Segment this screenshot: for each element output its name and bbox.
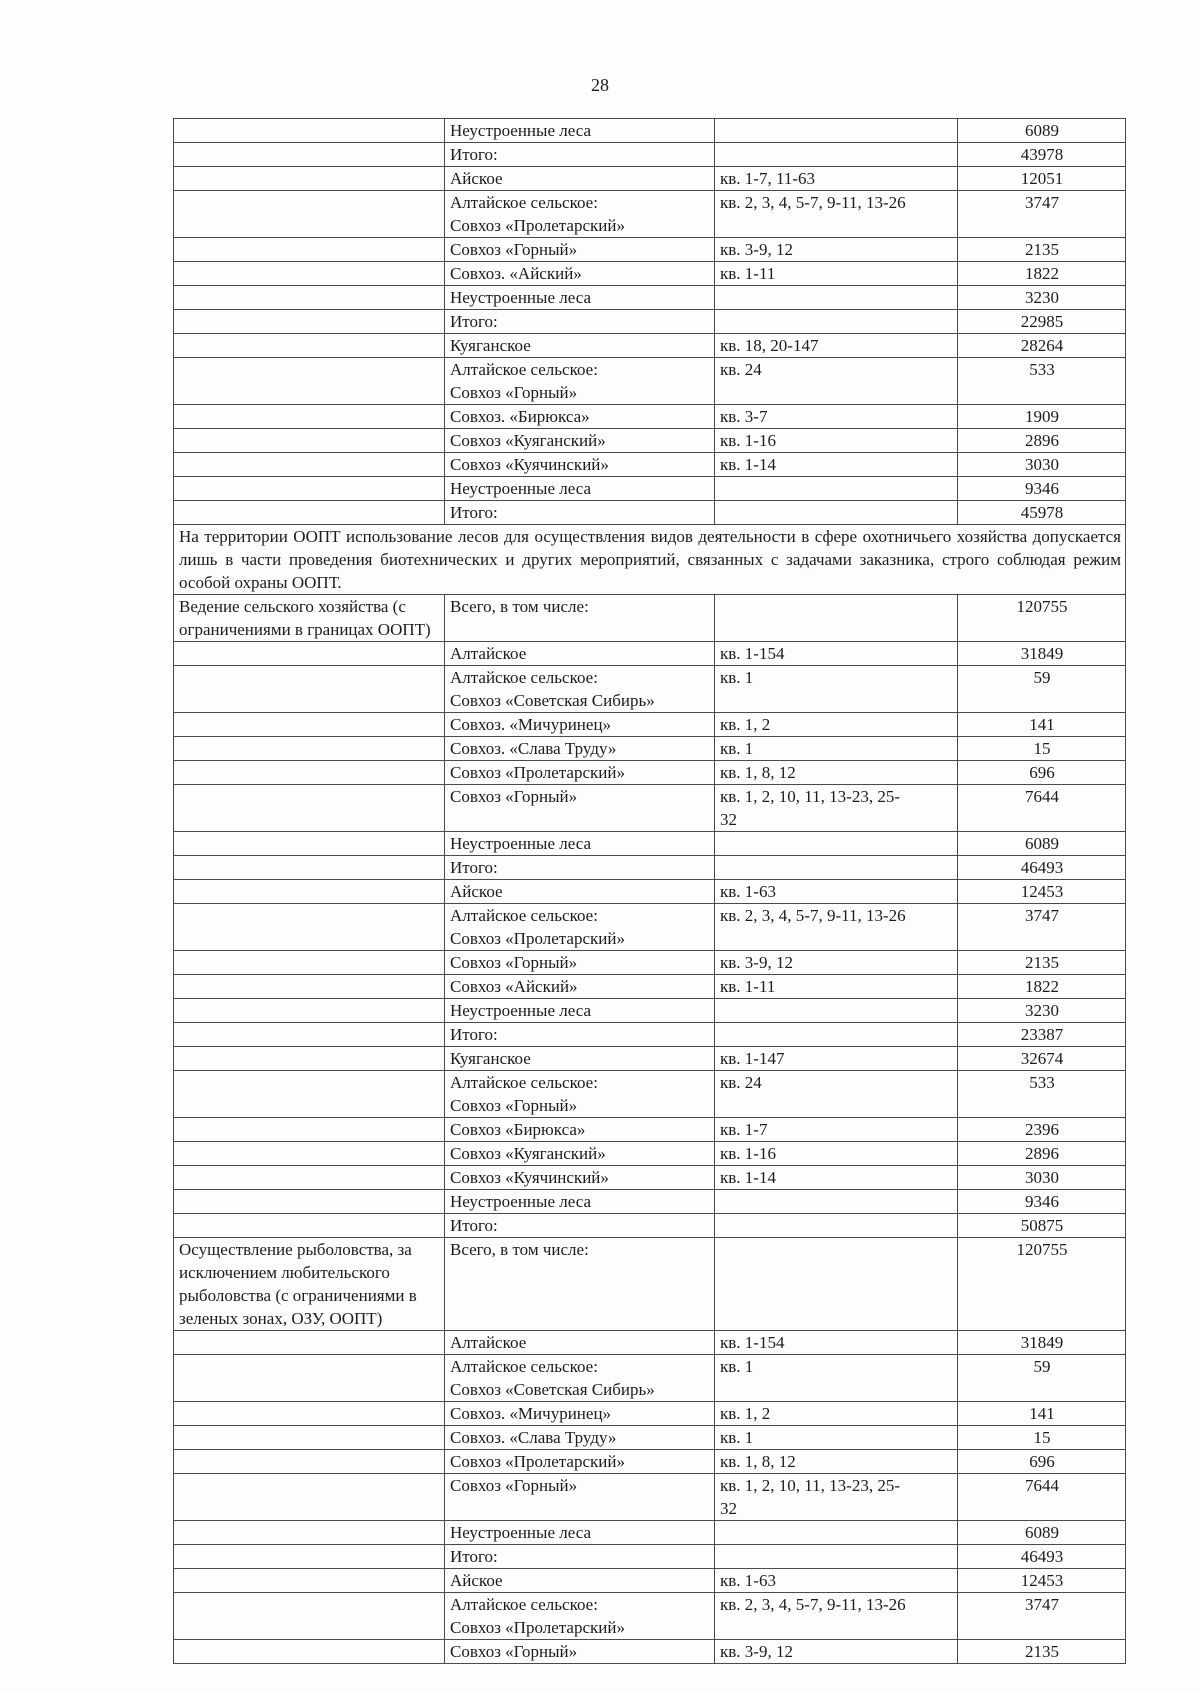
- table-row: [174, 975, 1126, 999]
- forestry-name-cell: Всего, в том числе:: [445, 1238, 715, 1331]
- forestry-name-cell: Итого:: [445, 310, 715, 334]
- area-cell: 141: [958, 713, 1126, 737]
- area-cell: 22985: [958, 310, 1126, 334]
- area-cell: 1822: [958, 262, 1126, 286]
- area-cell: 2135: [958, 1640, 1126, 1664]
- quarters-cell: [715, 595, 958, 642]
- activity-cell: Осуществление рыболовства, за исключением любительского рыболовства (с ограничениями в зеленых зонах, ОЗУ, ООПТ): [174, 1238, 445, 1331]
- activity-cell-continued: [174, 904, 445, 951]
- forestry-name-cell: Совхоз «Куяганский»: [445, 1142, 715, 1166]
- activity-cell: Ведение сельского хозяйства (с ограничениями в границах ООПТ): [174, 595, 445, 642]
- table-row: [174, 713, 1126, 737]
- quarters-cell: кв. 1-11: [715, 262, 958, 286]
- forestry-name-cell: Алтайское сельское: Совхоз «Советская Сибирь»: [445, 1355, 715, 1402]
- quarters-cell: кв. 1, 2: [715, 713, 958, 737]
- forestry-name-cell: Алтайское: [445, 642, 715, 666]
- table-row: [174, 143, 1126, 167]
- quarters-cell: кв. 1-154: [715, 1331, 958, 1355]
- table-row: [174, 1166, 1126, 1190]
- activity-cell-continued: [174, 286, 445, 310]
- forestry-name-cell: Совхоз «Горный»: [445, 1474, 715, 1521]
- activity-cell-continued: [174, 1142, 445, 1166]
- area-cell: 12453: [958, 1569, 1126, 1593]
- area-cell: 7644: [958, 1474, 1126, 1521]
- activity-cell-continued: [174, 1545, 445, 1569]
- forestry-name-cell: Совхоз. «Слава Труду»: [445, 1426, 715, 1450]
- activity-cell-continued: [174, 477, 445, 501]
- table-row: [174, 880, 1126, 904]
- area-cell: 12051: [958, 167, 1126, 191]
- table-row: [174, 191, 1126, 238]
- activity-cell-continued: [174, 1593, 445, 1640]
- note-text: На территории ООПТ использование лесов для осуществления видов деятельности в сфере охотничьего хозяйства допускается лишь в части проведения биотехнических и других мероприятий, связанных с задачами заказника, строго соблюдая режим особой охраны ООПТ.: [174, 525, 1126, 595]
- quarters-cell: кв. 3-9, 12: [715, 951, 958, 975]
- page-number: 28: [591, 75, 609, 95]
- table-row: [174, 453, 1126, 477]
- table-row: [174, 1640, 1126, 1664]
- quarters-cell: кв. 1-14: [715, 1166, 958, 1190]
- activity-cell-continued: [174, 501, 445, 525]
- forestry-name-cell: Совхоз. «Мичуринец»: [445, 713, 715, 737]
- quarters-cell: кв. 2, 3, 4, 5-7, 9-11, 13-26: [715, 191, 958, 238]
- quarters-cell: кв. 1-7, 11-63: [715, 167, 958, 191]
- forestry-name-cell: Совхоз. «Мичуринец»: [445, 1402, 715, 1426]
- activity-cell-continued: [174, 1569, 445, 1593]
- table-row: [174, 1474, 1126, 1521]
- area-cell: 15: [958, 1426, 1126, 1450]
- area-cell: 120755: [958, 1238, 1126, 1331]
- area-cell: 696: [958, 761, 1126, 785]
- quarters-cell: кв. 1-7: [715, 1118, 958, 1142]
- table-row: [174, 951, 1126, 975]
- quarters-cell: кв. 18, 20-147: [715, 334, 958, 358]
- table-row: [174, 405, 1126, 429]
- forestry-name-cell: Итого:: [445, 143, 715, 167]
- area-cell: 59: [958, 666, 1126, 713]
- quarters-cell: кв. 1-154: [715, 642, 958, 666]
- area-cell: 31849: [958, 1331, 1126, 1355]
- quarters-cell: кв. 1: [715, 1355, 958, 1402]
- forestry-name-cell: Совхоз. «Слава Труду»: [445, 737, 715, 761]
- table-row: [174, 1521, 1126, 1545]
- quarters-cell: кв. 1-63: [715, 880, 958, 904]
- quarters-cell: кв. 1-11: [715, 975, 958, 999]
- forestry-name-cell: Неустроенные леса: [445, 1521, 715, 1545]
- quarters-cell: кв. 1-14: [715, 453, 958, 477]
- area-cell: 3747: [958, 1593, 1126, 1640]
- forest-use-table: [173, 118, 1126, 1664]
- forestry-name-cell: Совхоз «Айский»: [445, 975, 715, 999]
- quarters-cell: [715, 832, 958, 856]
- activity-cell-continued: [174, 1047, 445, 1071]
- quarters-cell: [715, 119, 958, 143]
- area-cell: 6089: [958, 1521, 1126, 1545]
- table-row: [174, 1142, 1126, 1166]
- activity-cell-continued: [174, 951, 445, 975]
- table-row: [174, 358, 1126, 405]
- table-row: [174, 310, 1126, 334]
- forestry-name-cell: Совхоз «Бирюкса»: [445, 1118, 715, 1142]
- quarters-cell: [715, 1238, 958, 1331]
- table-row: [174, 1238, 1126, 1331]
- forestry-name-cell: Неустроенные леса: [445, 286, 715, 310]
- activity-cell-continued: [174, 334, 445, 358]
- forestry-name-cell: Совхоз «Горный»: [445, 951, 715, 975]
- activity-cell-continued: [174, 1071, 445, 1118]
- forestry-name-cell: Алтайское сельское: Совхоз «Пролетарский»: [445, 1593, 715, 1640]
- activity-cell-continued: [174, 1214, 445, 1238]
- area-cell: 3230: [958, 286, 1126, 310]
- table-row: [174, 1118, 1126, 1142]
- forestry-name-cell: Итого:: [445, 1214, 715, 1238]
- forestry-name-cell: Совхоз «Куячинский»: [445, 1166, 715, 1190]
- area-cell: 23387: [958, 1023, 1126, 1047]
- quarters-cell: кв. 2, 3, 4, 5-7, 9-11, 13-26: [715, 904, 958, 951]
- quarters-cell: кв. 1-63: [715, 1569, 958, 1593]
- activity-cell-continued: [174, 1450, 445, 1474]
- forestry-name-cell: Всего, в том числе:: [445, 595, 715, 642]
- quarters-cell: [715, 1023, 958, 1047]
- forestry-name-cell: Совхоз «Куячинский»: [445, 453, 715, 477]
- activity-cell-continued: [174, 1521, 445, 1545]
- activity-cell-continued: [174, 1166, 445, 1190]
- activity-cell-continued: [174, 238, 445, 262]
- activity-cell-continued: [174, 761, 445, 785]
- table-row: [174, 1593, 1126, 1640]
- activity-cell-continued: [174, 1402, 445, 1426]
- area-cell: 3030: [958, 1166, 1126, 1190]
- activity-cell-continued: [174, 832, 445, 856]
- quarters-cell: кв. 3-9, 12: [715, 238, 958, 262]
- table-row: [174, 1190, 1126, 1214]
- forestry-name-cell: Итого:: [445, 1545, 715, 1569]
- table-row: [174, 1426, 1126, 1450]
- forestry-name-cell: Алтайское: [445, 1331, 715, 1355]
- activity-cell-continued: [174, 1118, 445, 1142]
- table-row: [174, 1569, 1126, 1593]
- area-cell: 2896: [958, 1142, 1126, 1166]
- activity-cell-continued: [174, 1355, 445, 1402]
- activity-cell-continued: [174, 666, 445, 713]
- table-row: [174, 1402, 1126, 1426]
- forestry-name-cell: Совхоз «Куяганский»: [445, 429, 715, 453]
- quarters-cell: [715, 310, 958, 334]
- table-row: [174, 477, 1126, 501]
- forestry-name-cell: Алтайское сельское: Совхоз «Пролетарский»: [445, 904, 715, 951]
- activity-cell: [174, 119, 445, 143]
- table-row: [174, 167, 1126, 191]
- table-row: [174, 856, 1126, 880]
- table-row: [174, 595, 1126, 642]
- quarters-cell: [715, 477, 958, 501]
- activity-cell-continued: [174, 737, 445, 761]
- area-cell: 1909: [958, 405, 1126, 429]
- quarters-cell: [715, 856, 958, 880]
- activity-cell-continued: [174, 880, 445, 904]
- quarters-cell: кв. 24: [715, 358, 958, 405]
- table-row: [174, 1023, 1126, 1047]
- area-cell: 7644: [958, 785, 1126, 832]
- activity-cell-continued: [174, 975, 445, 999]
- area-cell: 6089: [958, 119, 1126, 143]
- quarters-cell: кв. 3-9, 12: [715, 1640, 958, 1664]
- quarters-cell: кв. 1, 2, 10, 11, 13-23, 25- 32: [715, 1474, 958, 1521]
- table-row: [174, 904, 1126, 951]
- table-row: [174, 334, 1126, 358]
- quarters-cell: кв. 1-16: [715, 429, 958, 453]
- table-row: [174, 429, 1126, 453]
- area-cell: 1822: [958, 975, 1126, 999]
- quarters-cell: [715, 1214, 958, 1238]
- table-row: [174, 1355, 1126, 1402]
- activity-cell-continued: [174, 713, 445, 737]
- forestry-name-cell: Неустроенные леса: [445, 119, 715, 143]
- area-cell: 141: [958, 1402, 1126, 1426]
- activity-cell-continued: [174, 1426, 445, 1450]
- quarters-cell: [715, 143, 958, 167]
- area-cell: 9346: [958, 1190, 1126, 1214]
- forestry-name-cell: Айское: [445, 1569, 715, 1593]
- table-row: [174, 1545, 1126, 1569]
- table-row: [174, 1214, 1126, 1238]
- forestry-name-cell: Совхоз «Пролетарский»: [445, 1450, 715, 1474]
- area-cell: 120755: [958, 595, 1126, 642]
- forestry-name-cell: Совхоз. «Айский»: [445, 262, 715, 286]
- activity-cell-continued: [174, 453, 445, 477]
- quarters-cell: кв. 1, 2: [715, 1402, 958, 1426]
- activity-cell-continued: [174, 429, 445, 453]
- forestry-name-cell: Куяганское: [445, 334, 715, 358]
- table-row: [174, 501, 1126, 525]
- forestry-name-cell: Куяганское: [445, 1047, 715, 1071]
- quarters-cell: кв. 1-147: [715, 1047, 958, 1071]
- area-cell: 32674: [958, 1047, 1126, 1071]
- quarters-cell: кв. 1: [715, 666, 958, 713]
- activity-cell-continued: [174, 405, 445, 429]
- quarters-cell: кв. 1, 8, 12: [715, 761, 958, 785]
- table-row: [174, 119, 1126, 143]
- area-cell: 3747: [958, 904, 1126, 951]
- activity-cell-continued: [174, 1640, 445, 1664]
- table-row: [174, 785, 1126, 832]
- quarters-cell: кв. 3-7: [715, 405, 958, 429]
- table-row: [174, 1047, 1126, 1071]
- quarters-cell: кв. 1: [715, 1426, 958, 1450]
- area-cell: 59: [958, 1355, 1126, 1402]
- quarters-cell: кв. 1: [715, 737, 958, 761]
- table-row: [174, 666, 1126, 713]
- quarters-cell: [715, 286, 958, 310]
- table-row: [174, 737, 1126, 761]
- table-row: [174, 262, 1126, 286]
- forestry-name-cell: Алтайское сельское: Совхоз «Советская Сибирь»: [445, 666, 715, 713]
- activity-cell-continued: [174, 1474, 445, 1521]
- area-cell: 3030: [958, 453, 1126, 477]
- forestry-name-cell: Совхоз «Пролетарский»: [445, 761, 715, 785]
- activity-cell-continued: [174, 785, 445, 832]
- forestry-name-cell: Неустроенные леса: [445, 477, 715, 501]
- forestry-name-cell: Совхоз «Горный»: [445, 1640, 715, 1664]
- forestry-name-cell: Совхоз «Горный»: [445, 238, 715, 262]
- table-row: [174, 286, 1126, 310]
- activity-cell-continued: [174, 1331, 445, 1355]
- forestry-name-cell: Алтайское сельское: Совхоз «Горный»: [445, 1071, 715, 1118]
- table-row: [174, 832, 1126, 856]
- forestry-name-cell: Неустроенные леса: [445, 999, 715, 1023]
- activity-cell-continued: [174, 1190, 445, 1214]
- area-cell: 6089: [958, 832, 1126, 856]
- table-row: [174, 238, 1126, 262]
- forestry-name-cell: Айское: [445, 880, 715, 904]
- activity-cell-continued: [174, 1023, 445, 1047]
- quarters-cell: кв. 1, 2, 10, 11, 13-23, 25- 32: [715, 785, 958, 832]
- forestry-name-cell: Совхоз «Горный»: [445, 785, 715, 832]
- table-row: [174, 1071, 1126, 1118]
- activity-cell-continued: [174, 310, 445, 334]
- area-cell: 3747: [958, 191, 1126, 238]
- table-row: [174, 1331, 1126, 1355]
- forestry-name-cell: Совхоз. «Бирюкса»: [445, 405, 715, 429]
- quarters-cell: кв. 2, 3, 4, 5-7, 9-11, 13-26: [715, 1593, 958, 1640]
- area-cell: 43978: [958, 143, 1126, 167]
- forestry-name-cell: Айское: [445, 167, 715, 191]
- activity-cell-continued: [174, 856, 445, 880]
- forestry-name-cell: Неустроенные леса: [445, 1190, 715, 1214]
- quarters-cell: [715, 1545, 958, 1569]
- area-cell: 3230: [958, 999, 1126, 1023]
- table-row: [174, 999, 1126, 1023]
- forestry-name-cell: Итого:: [445, 856, 715, 880]
- activity-cell-continued: [174, 642, 445, 666]
- table-row: [174, 761, 1126, 785]
- area-cell: 2396: [958, 1118, 1126, 1142]
- quarters-cell: [715, 999, 958, 1023]
- area-cell: 2896: [958, 429, 1126, 453]
- area-cell: 28264: [958, 334, 1126, 358]
- activity-cell-continued: [174, 999, 445, 1023]
- table-row: [174, 642, 1126, 666]
- area-cell: 533: [958, 1071, 1126, 1118]
- activity-cell-continued: [174, 143, 445, 167]
- quarters-cell: кв. 1, 8, 12: [715, 1450, 958, 1474]
- forestry-name-cell: Итого:: [445, 501, 715, 525]
- table-row: [174, 1450, 1126, 1474]
- quarters-cell: кв. 1-16: [715, 1142, 958, 1166]
- area-cell: 50875: [958, 1214, 1126, 1238]
- forestry-name-cell: Алтайское сельское: Совхоз «Пролетарский»: [445, 191, 715, 238]
- area-cell: 45978: [958, 501, 1126, 525]
- area-cell: 46493: [958, 1545, 1126, 1569]
- area-cell: 533: [958, 358, 1126, 405]
- quarters-cell: [715, 1190, 958, 1214]
- area-cell: 696: [958, 1450, 1126, 1474]
- activity-cell-continued: [174, 191, 445, 238]
- area-cell: 31849: [958, 642, 1126, 666]
- forestry-name-cell: Алтайское сельское: Совхоз «Горный»: [445, 358, 715, 405]
- area-cell: 2135: [958, 951, 1126, 975]
- forestry-name-cell: Неустроенные леса: [445, 832, 715, 856]
- area-cell: 9346: [958, 477, 1126, 501]
- quarters-cell: [715, 501, 958, 525]
- forestry-name-cell: Итого:: [445, 1023, 715, 1047]
- activity-cell-continued: [174, 167, 445, 191]
- note-row: [174, 525, 1126, 595]
- area-cell: 46493: [958, 856, 1126, 880]
- quarters-cell: кв. 24: [715, 1071, 958, 1118]
- area-cell: 15: [958, 737, 1126, 761]
- quarters-cell: [715, 1521, 958, 1545]
- activity-cell-continued: [174, 262, 445, 286]
- area-cell: 12453: [958, 880, 1126, 904]
- area-cell: 2135: [958, 238, 1126, 262]
- activity-cell-continued: [174, 358, 445, 405]
